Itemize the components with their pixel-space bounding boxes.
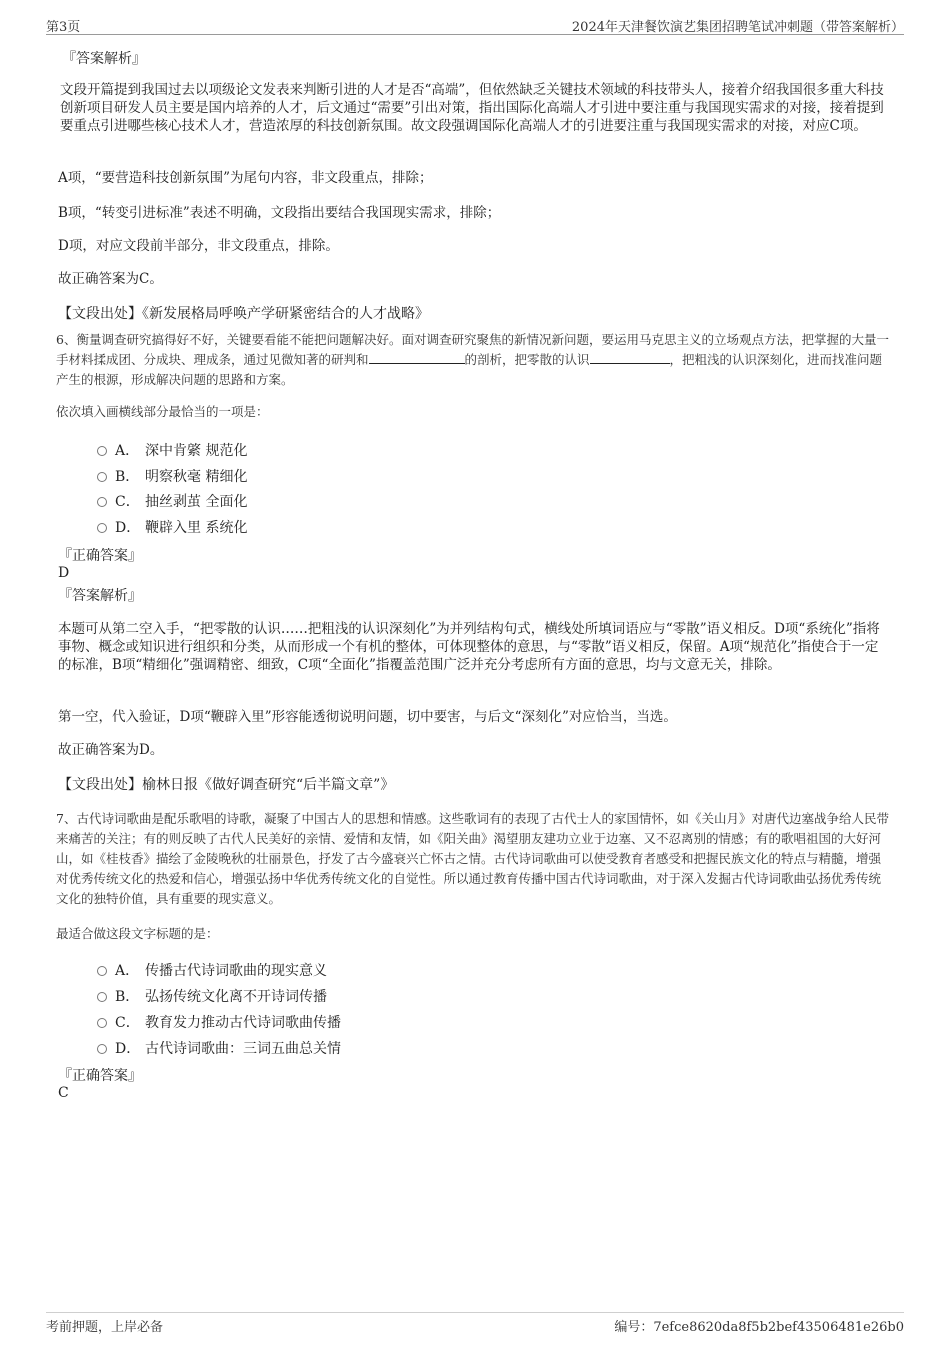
q6-source: 【文段出处】榆林日报《做好调查研究“后半篇文章”》	[58, 777, 395, 793]
q6-analysis-text: 本题可从第二空入手，“把零散的认识……把粗浅的认识深刻化”为并列结构句式，横线处所填词语应与“零散”语义相反。D项“系统化”指将事物、概念或知识进行组织和分类，从而形成一个有机的整体，可体现整体的意思，与“零散”语义相反，保留。A项“规范化”指使合于一定的标准，B项“精细化”强调精密、细致，C项“全面化”指覆盖范围广泛并充分考虑所有方面的意思，均与文意无关，排除。	[58, 621, 880, 673]
radio-icon[interactable]	[97, 1018, 107, 1028]
q6-conclusion: 故正确答案为D。	[58, 742, 164, 758]
q6-analysis-label: 『答案解析』	[58, 588, 142, 604]
radio-icon[interactable]	[97, 523, 107, 533]
q7-correct-answer: C	[58, 1085, 69, 1101]
q5-note-b: B项，“转变引进标准”表述不明确，文段指出要结合我国现实需求，排除；	[58, 205, 501, 221]
q5-source: 【文段出处】《新发展格局呼唤产学研紧密结合的人才战略》	[58, 306, 429, 322]
radio-icon[interactable]	[97, 497, 107, 507]
q6-analysis-text-2: 第一空，代入验证，D项“鞭辟入里”形容能透彻说明问题，切中要害，与后文“深刻化”对应恰当，当选。	[58, 709, 677, 725]
q6-stem: 6、衡量调查研究搞得好不好，关键要看能不能把问题解决好。面对调查研究聚焦的新情况新问题，要运用马克思主义的立场观点方法，把掌握的大量一手材料揉成团、分成块、理成条，通过见微知著的研判和 的剖析，把零散的认识 ，把粗浅的认识深刻化，进而找准问题产生的根源，形成解决问题的思路和方案。	[56, 332, 889, 387]
q5-note-d: D项，对应文段前半部分，非文段重点，排除。	[58, 238, 339, 254]
footer-slogan: 考前押题，上岸必备	[46, 1320, 164, 1335]
radio-icon[interactable]	[97, 992, 107, 1002]
radio-icon[interactable]	[97, 1044, 107, 1054]
radio-icon[interactable]	[97, 966, 107, 976]
q7-correct-label: 『正确答案』	[58, 1068, 142, 1084]
q6-blank-2	[590, 351, 670, 364]
q6-blank-1	[369, 351, 465, 364]
document-code: 编号：7efce8620da8f5b2bef43506481e26b0	[614, 1320, 904, 1335]
q6-prompt: 依次填入画横线部分最恰当的一项是：	[56, 404, 269, 419]
page-header	[46, 14, 904, 35]
page-footer	[46, 1312, 904, 1335]
q6-correct-answer: D	[58, 565, 70, 581]
q6-correct-label: 『正确答案』	[58, 548, 142, 564]
q5-analysis-text: 文段开篇提到我国过去以项级论文发表来判断引进的人才是否“高端”，但依然缺乏关键技术领域的科技带头人，接着介绍我国很多重大科技创新项目研发人员主要是国内培养的人才，后文通过“需要”引出对策，指出国际化高端人才引进中要注重与我国现实需求的对接，接着提到要重点引进哪些核心技术人才，营造浓厚的科技创新氛围。故文段强调国际化高端人才的引进要注重与我国现实需求的对接，对应C项。	[60, 82, 884, 134]
q5-note-a: A项，“要营造科技创新氛围”为尾句内容，非文段重点，排除；	[58, 170, 433, 186]
q5-conclusion: 故正确答案为C。	[58, 271, 163, 287]
page-number: 第3页	[46, 20, 81, 35]
q5-analysis-label: 『答案解析』	[62, 51, 146, 67]
radio-icon[interactable]	[97, 446, 107, 456]
document-title: 2024年天津餐饮演艺集团招聘笔试冲刺题（带答案解析）	[571, 20, 904, 35]
radio-icon[interactable]	[97, 472, 107, 482]
q7-stem: 7、古代诗词歌曲是配乐歌唱的诗歌，凝聚了中国古人的思想和情感。这些歌词有的表现了古代士人的家国情怀，如《关山月》对唐代边塞战争给人民带来痛苦的关注；有的则反映了古代人民美好的亲情、爱情和友情，如《阳关曲》渴望朋友建功立业于边塞、又不忍离别的情感；有的歌唱祖国的大好河山，如《桂枝香》描绘了金陵晚秋的壮丽景色，抒发了古今盛衰兴亡怀古之情。古代诗词歌曲可以使受教育者感受和把握民族文化的特点与精髓，增强对优秀传统文化的热爱和信心，增强弘扬中华优秀传统文化的自觉性。所以通过教育传播中国古代诗词歌曲，对于深入发掘古代诗词歌曲弘扬优秀传统文化的独特价值，具有重要的现实意义。	[56, 811, 889, 906]
q7-prompt: 最适合做这段文字标题的是：	[56, 926, 219, 941]
